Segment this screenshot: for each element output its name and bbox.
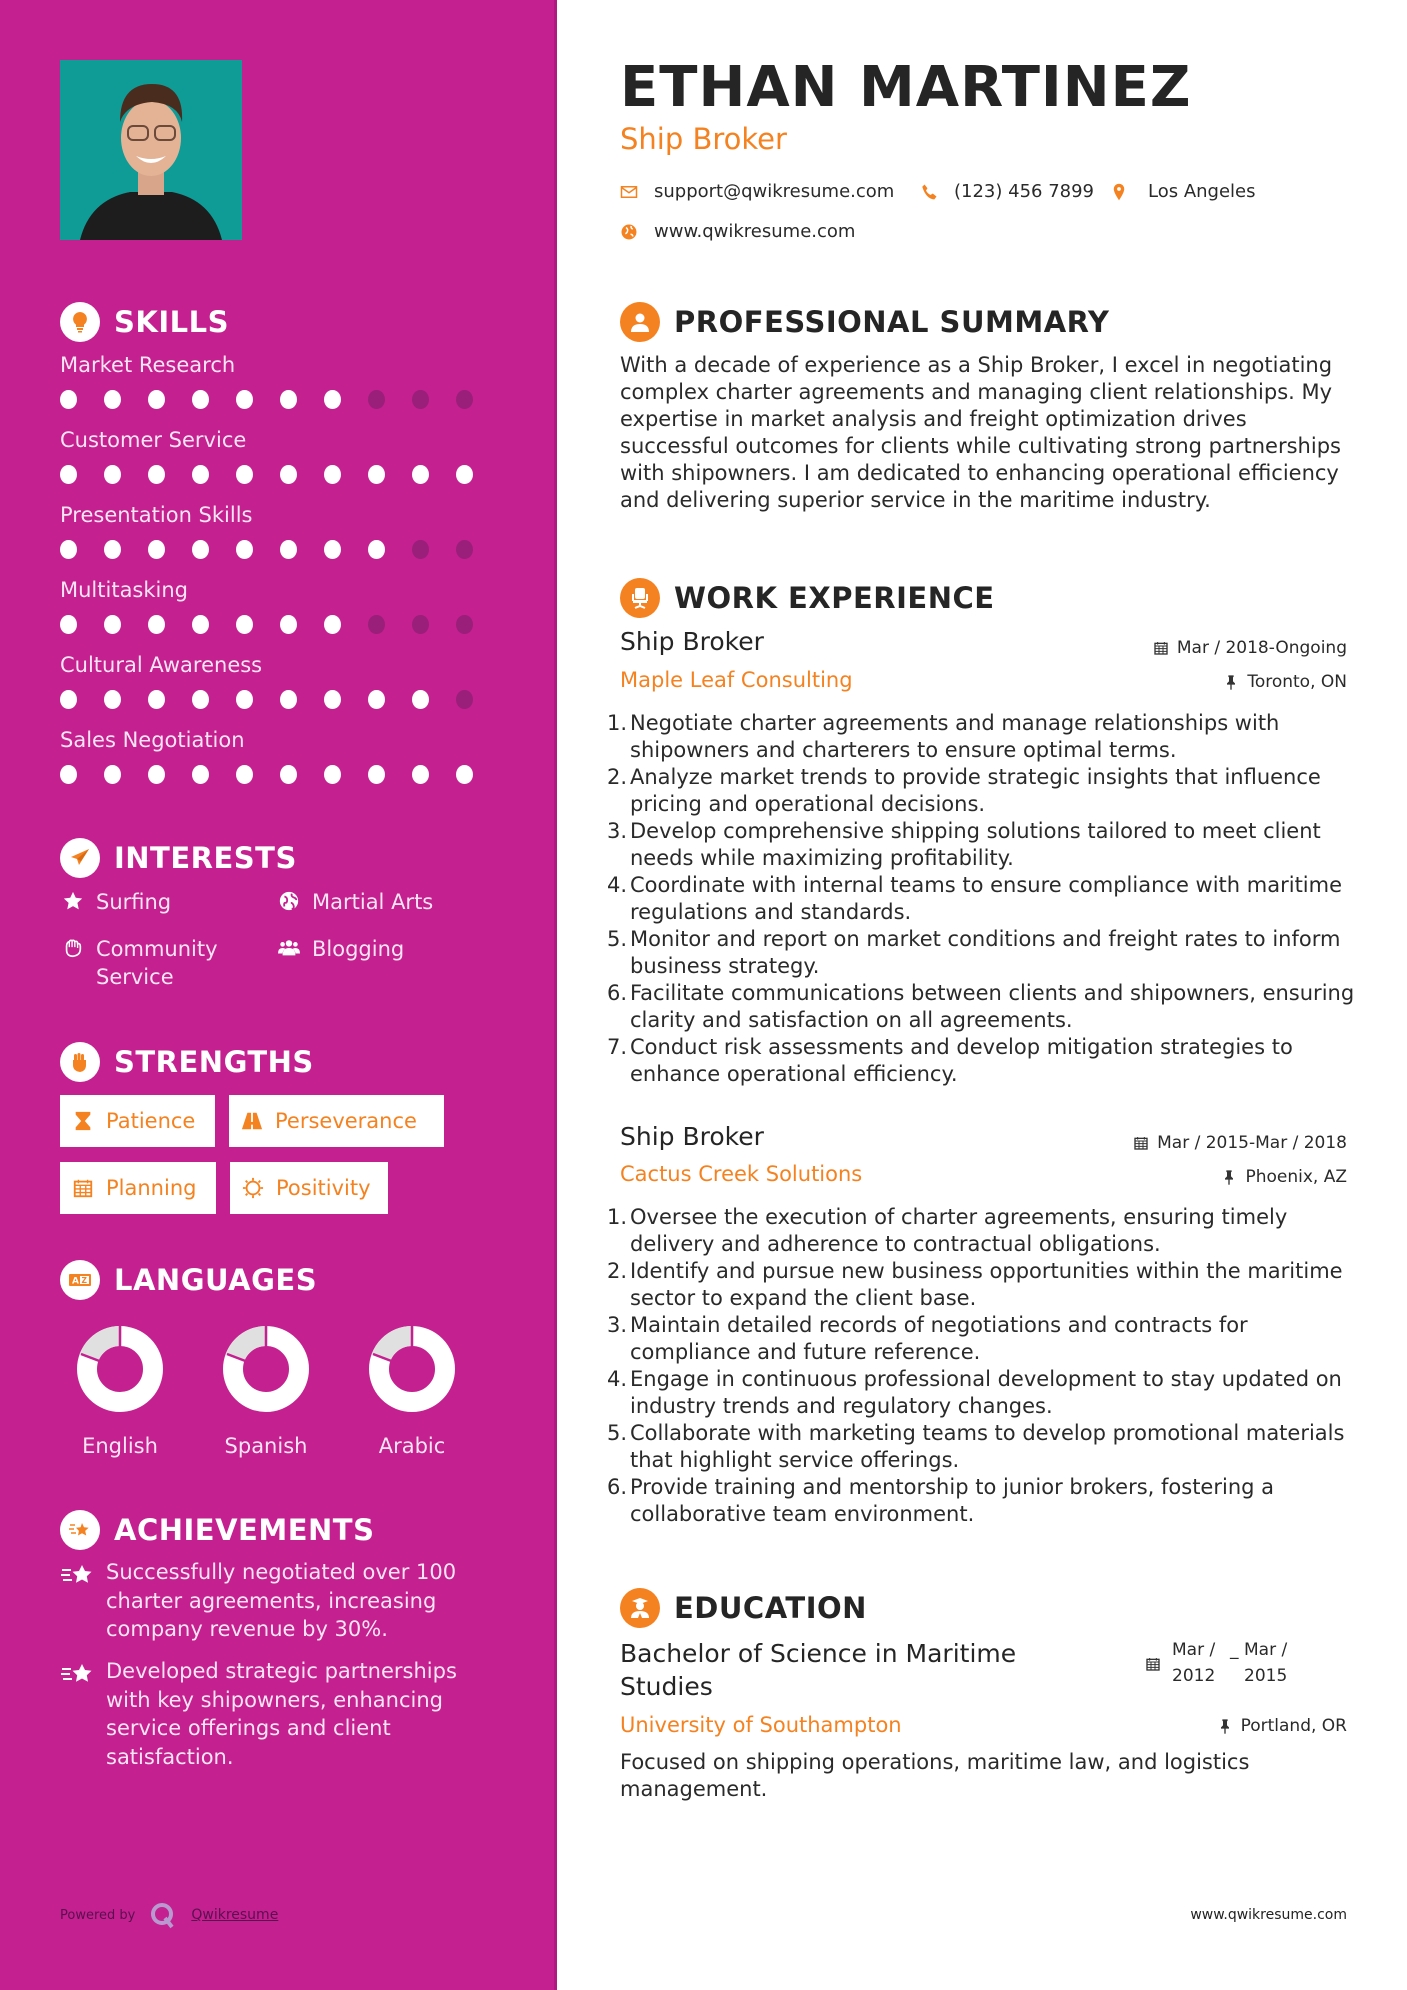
shooting-star-icon	[60, 1510, 100, 1550]
rating-dot-filled	[236, 540, 253, 559]
interest-surfing: Surfing	[60, 888, 171, 916]
skill-rating	[60, 690, 500, 709]
item-number: 6.	[607, 1475, 628, 1499]
skill-item	[60, 727, 500, 784]
education-description: Focused on shipping operations, maritime law, and logistics management.	[620, 1750, 1250, 1801]
interest-blogging: Blogging	[276, 935, 404, 963]
skills-heading: SKILLS	[60, 302, 229, 342]
summary-heading: PROFESSIONAL SUMMARY	[620, 302, 1109, 342]
rating-dot-filled	[280, 765, 297, 784]
lightbulb-icon	[60, 302, 100, 342]
pushpin-icon	[1223, 674, 1239, 690]
job-dates: Mar / 2015-Mar / 2018	[1133, 1133, 1347, 1153]
rating-dot-filled	[368, 540, 385, 559]
rating-dot-filled	[192, 765, 209, 784]
strength-perseverance: Perseverance	[229, 1095, 444, 1147]
rating-dot-filled	[324, 690, 341, 709]
rating-dot-filled	[148, 540, 165, 559]
rating-dot-empty	[412, 390, 429, 409]
skill-rating	[60, 540, 500, 559]
rating-dot-filled	[104, 615, 121, 634]
item-text: Facilitate communications between clients and shipowners, ensuring clarity and satisfaction on all agreements.	[630, 981, 1355, 1032]
candidate-name: ETHAN MARTINEZ	[620, 55, 1192, 120]
skill-label: Sales Negotiation	[60, 728, 245, 752]
shooting-star-icon	[60, 1558, 96, 1644]
skill-rating	[60, 765, 500, 784]
sun-icon	[242, 1177, 264, 1199]
rating-dot-filled	[236, 690, 253, 709]
job-location: Phoenix, AZ	[1221, 1167, 1347, 1187]
item-number: 2.	[607, 765, 628, 789]
rating-dot-filled	[60, 465, 77, 484]
education-location: Portland, OR	[1217, 1716, 1347, 1736]
skill-rating	[60, 615, 500, 634]
responsibility-item	[607, 926, 1367, 980]
hand-icon	[60, 935, 86, 961]
calendar-icon	[1133, 1135, 1149, 1151]
item-number: 1.	[607, 711, 628, 735]
rating-dot-filled	[192, 465, 209, 484]
powered-by: Powered by Qwikresume	[60, 1900, 278, 1930]
hourglass-icon	[72, 1110, 94, 1132]
rating-dot-filled	[368, 765, 385, 784]
language-icon	[60, 1260, 100, 1300]
language-spanish: Spanish	[206, 1326, 326, 1458]
degree-title: Bachelor of Science in Maritime Studies	[620, 1639, 1017, 1701]
job-responsibilities	[607, 710, 1367, 1088]
language-arabic: Arabic	[352, 1326, 472, 1458]
qwikresume-logo-icon	[149, 1900, 177, 1930]
strength-patience: Patience	[60, 1095, 215, 1147]
rating-dot-filled	[368, 465, 385, 484]
skill-rating	[60, 390, 500, 409]
responsibility-item	[607, 1034, 1367, 1088]
shooting-star-icon	[60, 1657, 96, 1771]
strengths-heading: STRENGTHS	[60, 1042, 314, 1082]
candidate-title: Ship Broker	[620, 122, 787, 156]
rating-dot-filled	[412, 690, 429, 709]
rating-dot-empty	[412, 540, 429, 559]
calendar-icon	[72, 1177, 94, 1199]
rating-dot-filled	[148, 390, 165, 409]
road-icon	[241, 1110, 263, 1132]
rating-dot-filled	[192, 390, 209, 409]
job-title: Ship Broker	[620, 1122, 764, 1151]
svg-text:A: A	[72, 1276, 79, 1287]
responsibility-item	[607, 1312, 1367, 1366]
rating-dot-filled	[324, 615, 341, 634]
star-icon	[60, 888, 86, 914]
skill-label: Customer Service	[60, 428, 247, 452]
profile-photo	[60, 60, 242, 240]
user-icon	[620, 302, 660, 342]
rating-dot-filled	[60, 765, 77, 784]
rating-dot-empty	[456, 390, 473, 409]
achievement-item: Successfully negotiated over 100 charter agreements, increasing company revenue by 30%.	[60, 1558, 500, 1644]
responsibility-item	[607, 710, 1367, 764]
footer-website-link[interactable]: www.qwikresume.com	[1190, 1907, 1347, 1923]
item-text: Coordinate with internal teams to ensure compliance with maritime regulations and standards.	[630, 873, 1343, 924]
skill-label: Market Research	[60, 353, 236, 377]
rating-dot-filled	[60, 540, 77, 559]
rating-dot-filled	[324, 465, 341, 484]
rating-dot-filled	[236, 615, 253, 634]
skill-item	[60, 502, 500, 559]
achievements-heading: ACHIEVEMENTS	[60, 1510, 374, 1550]
rating-dot-filled	[412, 765, 429, 784]
responsibility-item	[607, 1420, 1367, 1474]
rating-dot-filled	[236, 765, 253, 784]
item-number: 4.	[607, 1367, 628, 1391]
rating-dot-filled	[148, 690, 165, 709]
item-number: 3.	[607, 1313, 628, 1337]
responsibility-item	[607, 1204, 1367, 1258]
date-separator: _	[1230, 1640, 1239, 1660]
interest-martial-arts: Martial Arts	[276, 888, 433, 916]
item-number: 2.	[607, 1259, 628, 1283]
rating-dot-filled	[236, 465, 253, 484]
item-text: Oversee the execution of charter agreements, ensuring timely delivery and adherence to contractual obligations.	[630, 1205, 1288, 1256]
skill-item	[60, 352, 500, 409]
item-number: 6.	[607, 981, 628, 1005]
calendar-icon	[1153, 640, 1169, 656]
item-number: 3.	[607, 819, 628, 843]
item-text: Monitor and report on market conditions and freight rates to inform business strategy.	[630, 927, 1341, 978]
skill-label: Multitasking	[60, 578, 189, 602]
job-location: Toronto, ON	[1223, 672, 1347, 692]
rating-dot-filled	[192, 690, 209, 709]
svg-text:Z: Z	[81, 1276, 87, 1285]
item-text: Analyze market trends to provide strategic insights that influence pricing and operational decisions.	[630, 765, 1321, 816]
rating-dot-filled	[192, 615, 209, 634]
rating-dot-empty	[412, 615, 429, 634]
responsibility-item	[607, 1258, 1367, 1312]
item-text: Conduct risk assessments and develop mitigation strategies to enhance operational efficiency.	[630, 1035, 1293, 1086]
rating-dot-filled	[280, 615, 297, 634]
skill-item	[60, 427, 500, 484]
skill-item	[60, 652, 500, 709]
rating-dot-filled	[280, 690, 297, 709]
rating-dot-filled	[148, 765, 165, 784]
language-donut	[77, 1326, 163, 1412]
rating-dot-filled	[60, 390, 77, 409]
calendar-icon	[1145, 1655, 1161, 1673]
main-content	[557, 0, 1407, 1990]
rating-dot-filled	[60, 690, 77, 709]
language-donut	[223, 1326, 309, 1412]
item-number: 5.	[607, 927, 628, 951]
job-responsibilities	[607, 1204, 1367, 1528]
rating-dot-filled	[104, 390, 121, 409]
language-donut	[369, 1326, 455, 1412]
rating-dot-filled	[456, 765, 473, 784]
rating-dot-empty	[368, 390, 385, 409]
contact-website: www.qwikresume.com	[620, 221, 855, 242]
skill-label: Cultural Awareness	[60, 653, 263, 677]
rating-dot-filled	[368, 690, 385, 709]
item-number: 7.	[607, 1035, 628, 1059]
achievement-item: Developed strategic partnerships with key shipowners, enhancing service offerings and client satisfaction.	[60, 1657, 500, 1771]
responsibility-item	[607, 872, 1367, 926]
strength-positivity: Positivity	[230, 1162, 388, 1214]
interests-heading: INTERESTS	[60, 838, 297, 878]
contact-location: Los Angeles	[1110, 181, 1256, 202]
rating-dot-filled	[104, 540, 121, 559]
responsibility-item	[607, 980, 1367, 1034]
job-company: Maple Leaf Consulting	[620, 668, 853, 692]
skill-item	[60, 577, 500, 634]
rating-dot-filled	[280, 390, 297, 409]
globe-icon	[276, 888, 302, 914]
rating-dot-filled	[324, 765, 341, 784]
item-text: Collaborate with marketing teams to develop promotional materials that highlight service offerings.	[630, 1421, 1345, 1472]
summary-text: With a decade of experience as a Ship Broker, I excel in negotiating complex charter agreements and managing client relationships. My expertise in market analysis and freight optimization drives successful outcomes for clients while cultivating strong partnerships with shipowners. I am dedicated to enhancing operational efficiency and delivering superior service in the maritime industry.	[620, 353, 1341, 512]
rating-dot-filled	[280, 540, 297, 559]
contact-phone: (123) 456 7899	[920, 181, 1094, 202]
globe-icon	[620, 223, 638, 241]
phone-icon	[920, 183, 938, 201]
strength-planning: Planning	[60, 1162, 216, 1214]
item-number: 1.	[607, 1205, 628, 1229]
fist-icon	[60, 1042, 100, 1082]
pushpin-icon	[1221, 1169, 1237, 1185]
education-heading: EDUCATION	[620, 1588, 867, 1628]
qwikresume-link[interactable]: Qwikresume	[191, 1907, 279, 1923]
rating-dot-filled	[104, 465, 121, 484]
rating-dot-filled	[280, 465, 297, 484]
item-number: 5.	[607, 1421, 628, 1445]
responsibility-item	[607, 1366, 1367, 1420]
skill-rating	[60, 465, 500, 484]
item-text: Develop comprehensive shipping solutions tailored to meet client needs while maximizing profitability.	[630, 819, 1321, 870]
item-text: Negotiate charter agreements and manage relationships with shipowners and charterers to ensure optimal terms.	[630, 711, 1280, 762]
rating-dot-filled	[324, 540, 341, 559]
item-text: Maintain detailed records of negotiations and contracts for compliance and future reference.	[630, 1313, 1248, 1364]
school-name: University of Southampton	[620, 1713, 902, 1737]
item-number: 4.	[607, 873, 628, 897]
languages-heading: A Z LANGUAGES	[60, 1260, 317, 1300]
rating-dot-filled	[148, 615, 165, 634]
interest-community-service: Community Service	[60, 935, 246, 991]
sidebar	[0, 0, 557, 1990]
rating-dot-filled	[148, 465, 165, 484]
rating-dot-filled	[456, 465, 473, 484]
rating-dot-filled	[412, 465, 429, 484]
pushpin-icon	[1217, 1718, 1233, 1734]
job-dates: Mar / 2018-Ongoing	[1153, 638, 1347, 658]
map-pin-icon	[1110, 183, 1128, 201]
contact-email: support@qwikresume.com	[620, 181, 894, 202]
job-title: Ship Broker	[620, 627, 764, 656]
rating-dot-filled	[60, 615, 77, 634]
rating-dot-filled	[236, 390, 253, 409]
rating-dot-filled	[104, 765, 121, 784]
rating-dot-empty	[368, 615, 385, 634]
rating-dot-filled	[324, 390, 341, 409]
language-english: English	[60, 1326, 180, 1458]
office-chair-icon	[620, 578, 660, 618]
item-text: Engage in continuous professional development to stay updated on industry trends and regulatory changes.	[630, 1367, 1342, 1418]
responsibility-item	[607, 818, 1367, 872]
job-company: Cactus Creek Solutions	[620, 1162, 863, 1186]
graduate-icon	[620, 1588, 660, 1628]
rating-dot-empty	[456, 540, 473, 559]
envelope-icon	[620, 183, 638, 201]
item-text: Provide training and mentorship to junior brokers, fostering a collaborative team environment.	[630, 1475, 1275, 1526]
rating-dot-empty	[456, 615, 473, 634]
experience-heading: WORK EXPERIENCE	[620, 578, 995, 618]
skill-label: Presentation Skills	[60, 503, 253, 527]
responsibility-item	[607, 764, 1367, 818]
rating-dot-empty	[456, 690, 473, 709]
education-end-date: Mar / 2015	[1244, 1640, 1288, 1686]
education-start-date: Mar / 2012	[1172, 1640, 1216, 1686]
item-text: Identify and pursue new business opportunities within the maritime sector to expand the client base.	[630, 1259, 1343, 1310]
rating-dot-filled	[104, 690, 121, 709]
rating-dot-filled	[192, 540, 209, 559]
responsibility-item	[607, 1474, 1367, 1528]
users-icon	[276, 935, 302, 961]
paper-plane-icon	[60, 838, 100, 878]
